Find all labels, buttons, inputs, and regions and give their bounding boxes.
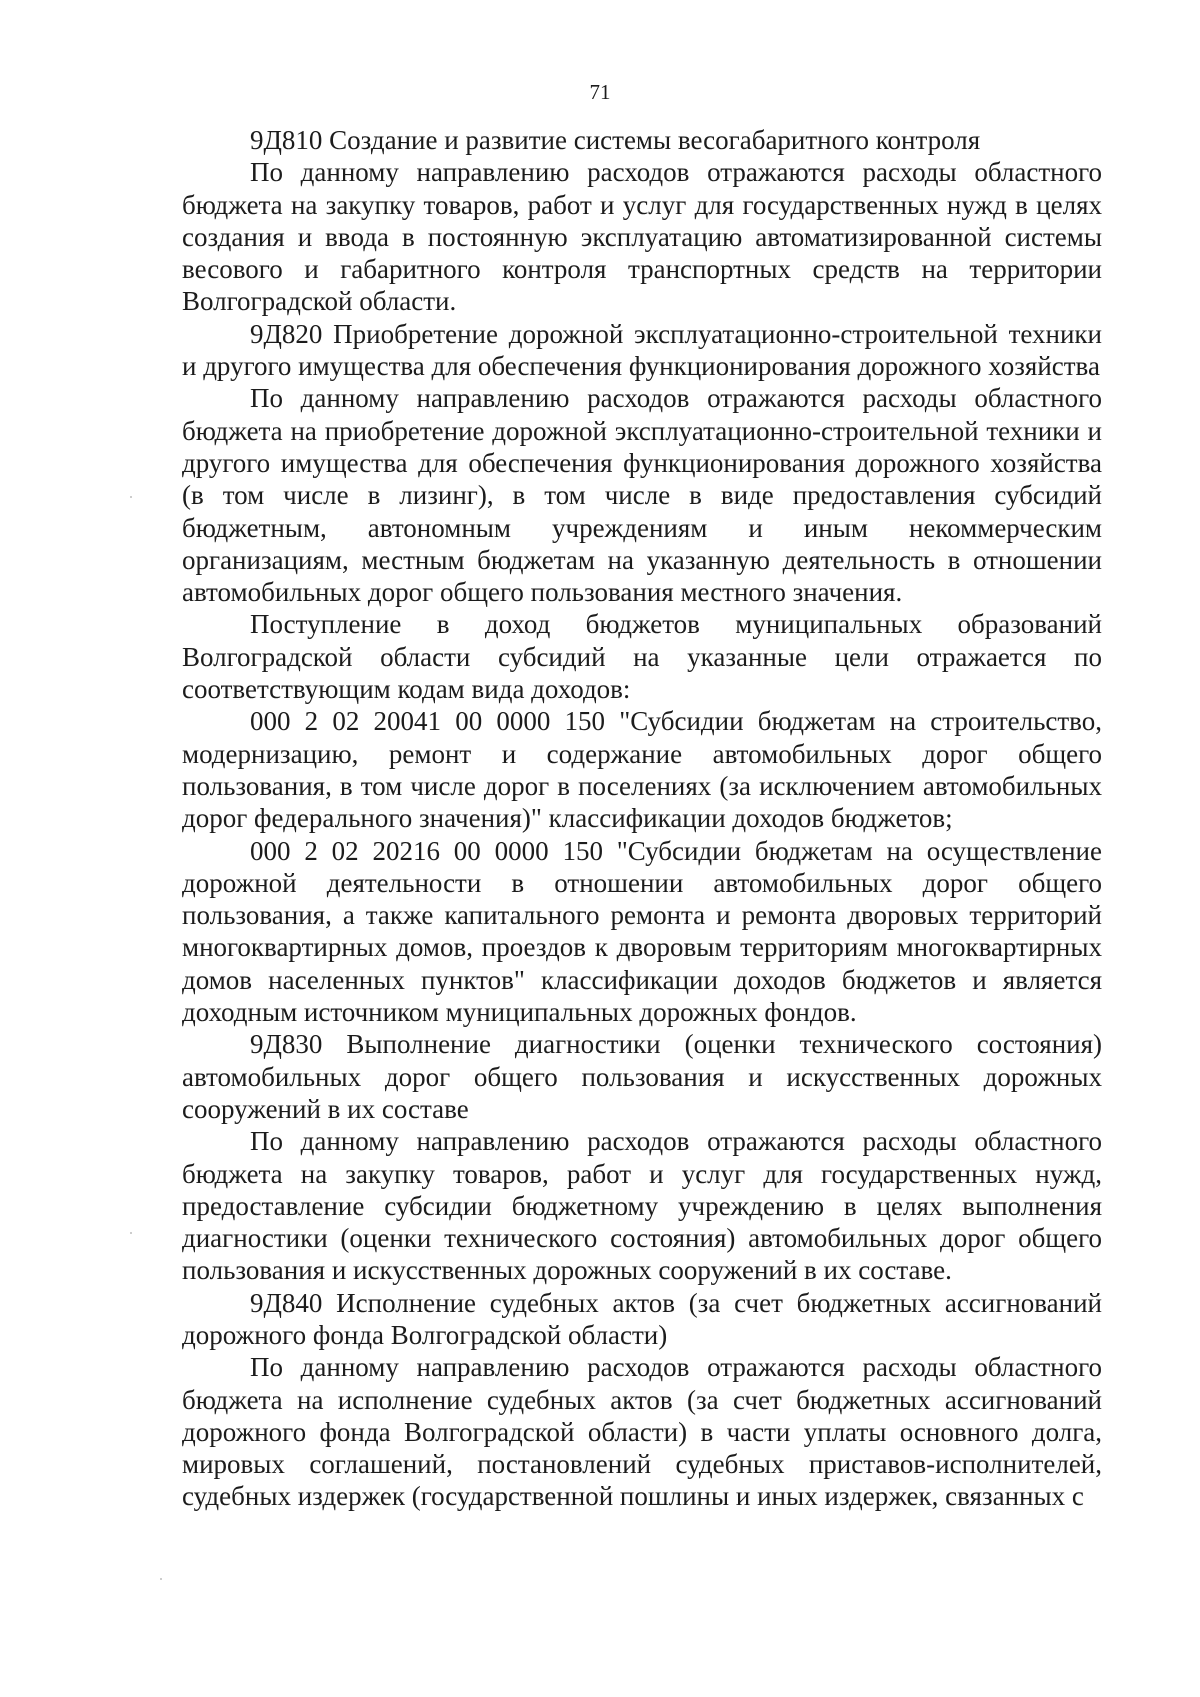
scan-speck	[160, 1578, 162, 1580]
scan-speck	[130, 496, 132, 498]
income-code-20041: 000 2 02 20041 00 0000 150 "Субсидии бюджетам на строительство, модернизацию, ремонт и содержание автомобильных дорог общего пользования, в том числе дорог в поселениях (за исключением автомобильных дорог федерального значения)" классификации доходов бюджетов;	[182, 706, 1102, 834]
section-heading-9d820: 9Д820 Приобретение дорожной эксплуатационно-строительной техники и другого имущества для обеспечения функционирования дорожного хозяйства	[182, 318, 1102, 382]
section-heading-9d810: 9Д810 Создание и развитие системы весогабаритного контроля	[250, 125, 981, 155]
paragraph-9d840-description: По данному направлению расходов отражаются расходы областного бюджета на исполнение судебных актов (за счет бюджетных ассигнований дорожного фонда Волгоградской области) в части уплаты основного долга, мировых соглашений, постановлений судебных приставов-исполнителей, судебных издержек (государственной пошлины и иных издержек, связанных с	[182, 1352, 1102, 1512]
paragraph-income-intro: Поступление в доход бюджетов муниципальных образований Волгоградской области субсидий на указанные цели отражается по соответствующим кодам вида доходов:	[182, 609, 1102, 705]
document-body	[182, 124, 1102, 1513]
paragraph-9d820-description: По данному направлению расходов отражаются расходы областного бюджета на приобретение дорожной эксплуатационно-строительной техники и другого имущества для обеспечения функционирования дорожного хозяйства (в том числе в лизинг), в том числе в виде предоставления субсидий бюджетным, автономным учреждениям и иным некоммерческим организациям, местным бюджетам на указанную деятельность в отношении автомобильных дорог общего пользования местного значения.	[182, 383, 1102, 608]
paragraph-9d830-description: По данному направлению расходов отражаются расходы областного бюджета на закупку товаров, работ и услуг для государственных нужд, предоставление субсидии бюджетному учреждению в целях выполнения диагностики (оценки технического состояния) автомобильных дорог общего пользования и искусственных дорожных сооружений в их составе.	[182, 1126, 1102, 1286]
page-number: 71	[589, 80, 611, 104]
income-code-20216: 000 2 02 20216 00 0000 150 "Субсидии бюджетам на осуществление дорожной деятельности в отношении автомобильных дорог общего пользования, а также капитального ремонта и ремонта дворовых территорий многоквартирных домов, проездов к дворовым территориям многоквартирных домов населенных пунктов" классификации доходов бюджетов и является доходным источником муниципальных дорожных фондов.	[182, 835, 1102, 1028]
paragraph-9d810-description: По данному направлению расходов отражаются расходы областного бюджета на закупку товаров, работ и услуг для государственных нужд в целях создания и ввода в постоянную эксплуатацию автоматизированной системы весового и габаритного контроля транспортных средств на территории Волгоградской области.	[182, 157, 1102, 317]
section-heading-9d840: 9Д840 Исполнение судебных актов (за счет бюджетных ассигнований дорожного фонда Волгоградской области)	[182, 1287, 1102, 1350]
scan-speck	[130, 1232, 132, 1234]
section-heading-9d830: 9Д830 Выполнение диагностики (оценки технического состояния) автомобильных дорог общего пользования и искусственных дорожных сооружений в их составе	[182, 1029, 1102, 1124]
